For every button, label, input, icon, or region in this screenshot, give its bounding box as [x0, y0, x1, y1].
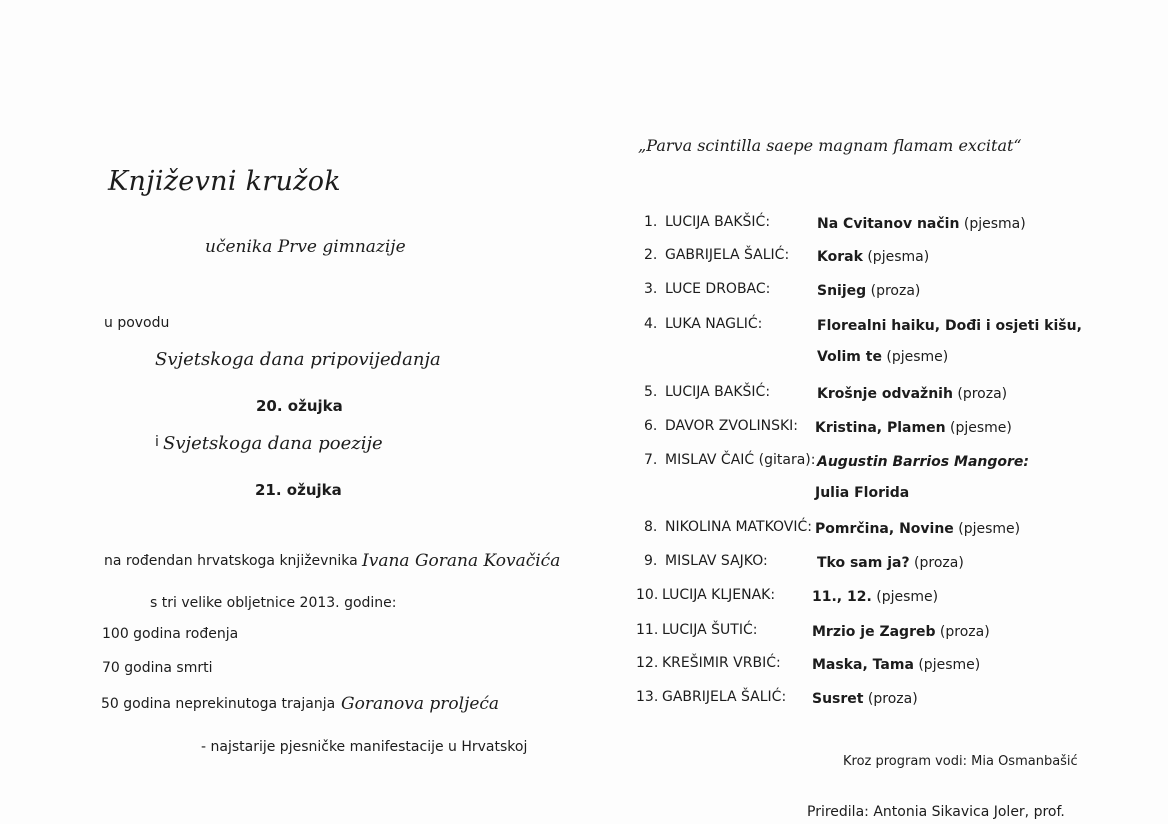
poetry-day: Svjetskoga dana poezije [163, 433, 383, 454]
work-genre: (pjesme) [945, 420, 1012, 436]
work-title: Kristina, Plamen [815, 420, 946, 436]
program-host: Kroz program vodi: Mia Osmanbašić [843, 754, 1078, 769]
work-title: Susret [812, 691, 864, 707]
prepared-by: Priredila: Antonia Sikavica Joler, prof. [807, 804, 1065, 820]
work-entry-continued [817, 349, 948, 365]
work-title: Mrzio je Zagreb [812, 624, 936, 640]
program-number: 5. [644, 384, 658, 400]
program-number: 2. [644, 247, 658, 263]
work-entry [812, 691, 918, 707]
performer-name: MISLAV SAJKO: [665, 553, 768, 569]
program-number: 6. [644, 418, 658, 434]
performer-name: MISLAV ČAIĆ (gitara): [665, 452, 816, 468]
festival-description: - najstarije pjesničke manifestacije u Hrvatskoj [201, 739, 528, 755]
program-number: 7. [644, 452, 658, 468]
program-number: 13. [636, 689, 659, 705]
anniversaries-intro: s tri velike obljetnice 2013. godine: [150, 595, 397, 611]
work-entry-continued [815, 485, 909, 501]
work-genre: (proza) [952, 386, 1008, 402]
work-genre: (pjesma) [959, 216, 1026, 232]
birthday-line: na rođendan hrvatskoga književnika [104, 553, 358, 569]
work-entry [817, 454, 1029, 470]
work-title: Maska, Tama [812, 657, 914, 673]
latin-motto: „Parva scintilla saepe magnam flamam excitat“ [638, 136, 1022, 155]
work-entry [817, 283, 920, 299]
performer-name: LUCIJA BAKŠIĆ: [665, 384, 771, 400]
performer-name: DAVOR ZVOLINSKI: [665, 418, 798, 434]
performer-name: LUKA NAGLIĆ: [665, 316, 763, 332]
anniversary-festival: 50 godina neprekinutoga trajanja [101, 696, 336, 712]
work-entry [817, 386, 1007, 402]
work-genre: (pjesme) [871, 589, 939, 605]
program-number: 11. [636, 622, 659, 638]
work-genre: (pjesme) [881, 349, 949, 365]
work-title: Snijeg [817, 283, 867, 299]
performer-name: KREŠIMIR VRBIĆ: [662, 655, 781, 671]
work-entry [817, 318, 1082, 334]
work-entry [817, 555, 964, 571]
work-title: Pomrčina, Novine [815, 521, 954, 537]
work-entry [817, 249, 929, 265]
work-genre: (proza) [863, 691, 918, 707]
program-number: 4. [644, 316, 658, 332]
occasion-intro: u povodu [104, 315, 170, 331]
program-number: 1. [644, 214, 658, 230]
work-entry [812, 589, 938, 605]
work-entry [812, 657, 980, 673]
club-subtitle: učenika Prve gimnazije [205, 237, 406, 257]
festival-name: Goranova proljeća [341, 694, 500, 714]
work-title: Augustin Barrios Mangore: [817, 454, 1029, 470]
performer-name: LUCIJA ŠUTIĆ: [662, 622, 758, 638]
work-genre: (pjesma) [862, 249, 930, 265]
work-title: Florealni haiku, Dođi i osjeti kišu, [817, 318, 1082, 334]
program-number: 8. [644, 519, 658, 535]
anniversary-birth: 100 godina rođenja [102, 626, 239, 642]
work-title: Krošnje odvažnih [817, 386, 953, 402]
work-genre: (pjesme) [953, 521, 1021, 537]
work-genre: (proza) [935, 624, 990, 640]
work-entry [815, 521, 1020, 537]
work-entry [815, 420, 1012, 436]
performer-name: LUCE DROBAC: [665, 281, 771, 297]
club-title: Književni kružok [108, 166, 341, 197]
work-title: Volim te [817, 349, 882, 365]
conjunction-and: i [155, 434, 159, 450]
work-entry [812, 624, 990, 640]
performer-name: GABRIJELA ŠALIĆ: [665, 247, 790, 263]
program-number: 3. [644, 281, 658, 297]
work-entry [817, 216, 1026, 232]
work-genre: (pjesme) [913, 657, 981, 673]
work-title: 11., 12. [812, 589, 872, 605]
work-title: Na Cvitanov način [817, 216, 960, 232]
storytelling-day: Svjetskoga dana pripovijedanja [155, 349, 441, 370]
program-number: 12. [636, 655, 659, 671]
work-title: Julia Florida [815, 485, 910, 501]
writer-name: Ivana Gorana Kovačića [362, 551, 561, 571]
work-title: Tko sam ja? [817, 555, 910, 571]
performer-name: LUCIJA BAKŠIĆ: [665, 214, 771, 230]
work-genre: (proza) [866, 283, 921, 299]
work-title: Korak [817, 249, 863, 265]
program-number: 9. [644, 553, 658, 569]
storytelling-date: 20. ožujka [256, 397, 343, 415]
work-genre: (proza) [909, 555, 964, 571]
performer-name: GABRIJELA ŠALIĆ: [662, 689, 787, 705]
anniversary-death: 70 godina smrti [102, 660, 213, 676]
program-number: 10. [636, 587, 659, 603]
performer-name: NIKOLINA MATKOVIĆ: [665, 519, 812, 535]
performer-name: LUCIJA KLJENAK: [662, 587, 776, 603]
poetry-date: 21. ožujka [255, 481, 342, 499]
